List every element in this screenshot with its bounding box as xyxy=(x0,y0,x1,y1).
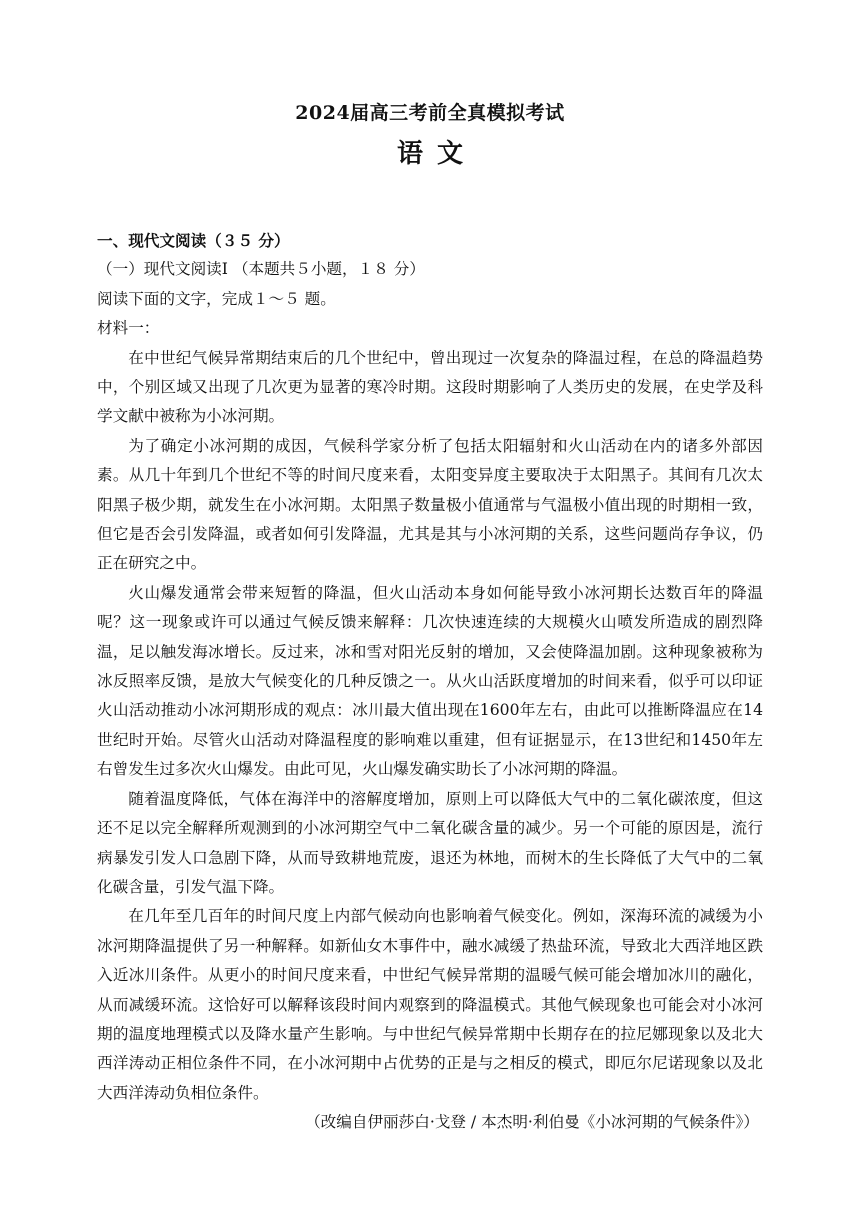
paragraph-5: 在几年至几百年的时间尺度上内部气候动向也影响着气候变化。例如，深海环流的减缓为小冰河期降温提供了另一种解释。如新仙女木事件中，融水减缓了热盐环流，导致北大西洋地区跌入近冰川条件。从更小的时间尺度来看，中世纪气候异常期的温暖气候可能会增加冰川的融化，从而减缓环流。这恰好可以解释该段时间内观察到的降温模式。其他气候现象也可能会对小冰河期的温度地理模式以及降水量产生影响。与中世纪气候异常期中长期存在的拉尼娜现象以及北大西洋涛动正相位条件不同，在小冰河期中占优势的正是与之相反的模式，即厄尔尼诺现象以及北大西洋涛动负相位条件。 xyxy=(97,907,763,1102)
material-label: 材料一： xyxy=(97,319,160,338)
reading-section xyxy=(97,226,763,1138)
subject-title: 语文 xyxy=(396,139,477,169)
paragraph-4: 随着温度降低，气体在海洋中的溶解度增加，原则上可以降低大气中的二氧化碳浓度，但这还不足以完全解释所观测到的小冰河期空气中二氧化碳含量的减少。另一个可能的原因是，流行病暴发引发人口急剧下降，从而导致耕地荒废，退还为林地，而树木的生长降低了大气中的二氧化碳含量，引发气温下降。 xyxy=(97,789,763,896)
subsection-heading: （一）现代文阅读Ⅰ （本题共５小题，１８ 分） xyxy=(97,260,425,279)
section-heading: 一、现代文阅读（３５ 分） xyxy=(97,231,290,250)
paragraph-3: 火山爆发通常会带来短暂的降温，但火山活动本身如何能导致小冰河期长达数百年的降温呢？这一现象或许可以通过气候反馈来解释：几次快速连续的大规模火山喷发所造成的剧烈降温，足以触发海冰增长。反过来，冰和雪对阳光反射的增加，又会使降温加剧。这种现象被称为冰反照率反馈，是放大气候变化的几种反馈之一。从火山活跃度增加的时间来看，似乎可以印证火山活动推动小冰河期形成的观点：冰川最大值出现在1600年左右，由此可以推断降温应在14世纪时开始。尽管火山活动对降温程度的影响难以重建，但有证据显示，在13世纪和1450年左右曾发生过多次火山爆发。由此可见，火山爆发确实助长了小冰河期的降温。 xyxy=(97,583,763,779)
paragraph-1: 在中世纪气候异常期结束后的几个世纪中，曾出现过一次复杂的降温过程，在总的降温趋势中，个别区域又出现了几次更为显著的寒冷时期。这段时期影响了人类历史的发展，在史学及科学文献中被称为小冰河期。 xyxy=(97,348,763,426)
exam-title: 2024届高三考前全真模拟考试 xyxy=(295,102,565,124)
paragraph-2: 为了确定小冰河期的成因，气候科学家分析了包括太阳辐射和火山活动在内的诸多外部因素。从几十年到几个世纪不等的时间尺度来看，太阳变异度主要取决于太阳黑子。其间有几次太阳黑子极少期，就发生在小冰河期。太阳黑子数量极小值通常与气温极小值出现的时期相一致，但它是否会引发降温，或者如何引发降温，尤其是其与小冰河期的关系，这些问题尚存争议，仍正在研究之中。 xyxy=(97,436,763,573)
instruction-text: 阅读下面的文字，完成１～５ 题。 xyxy=(97,289,336,308)
source-citation: （改编自伊丽莎白·戈登 / 本杰明·利伯曼《小冰河期的气候条件》） xyxy=(305,1113,759,1132)
